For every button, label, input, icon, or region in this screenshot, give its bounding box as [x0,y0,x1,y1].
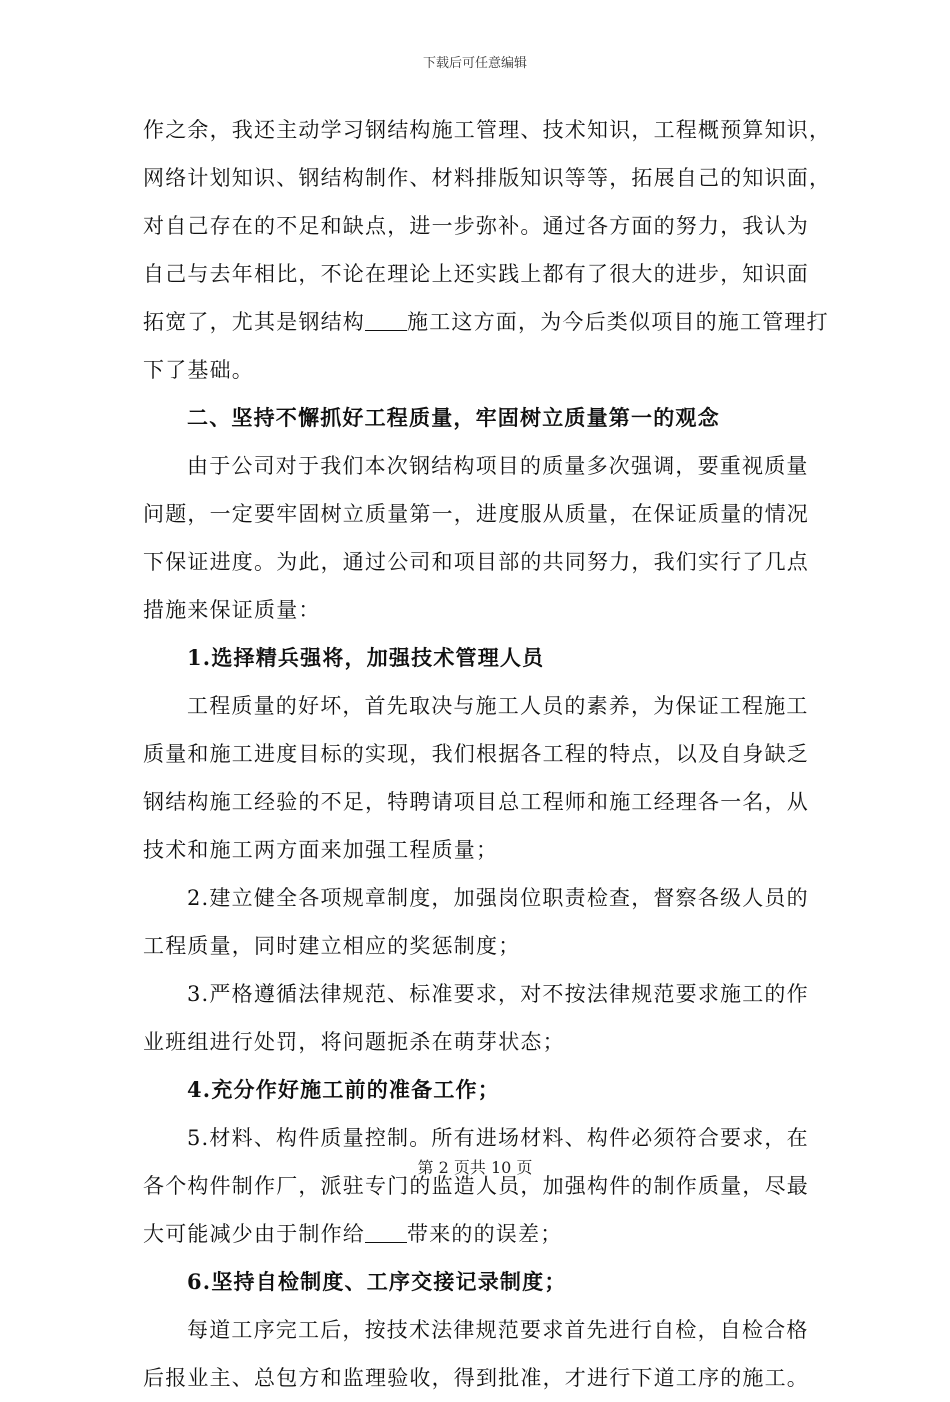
text-segment: 施工这方面，为今后类似项目的施工管理打 [407,310,829,334]
list-item: 2.建立健全各项规章制度，加强岗位职责检查，督察各级人员的 [187,886,809,910]
paragraph-line: 技术和施工两方面来加强工程质量； [143,838,499,862]
list-item: 5.材料、构件质量控制。所有进场材料、构件必须符合要求，在 [187,1126,809,1150]
list-item-continued [143,1210,808,1258]
paragraph-line: 每道工序完工后，按技术法律规范要求首先进行自检，自检合格 [187,1318,809,1342]
paragraph-line: 措施来保证质量： [143,598,321,622]
text-segment: 拓宽了，尤其是钢结构 [143,310,365,334]
section-heading: 二、坚持不懈抓好工程质量，牢固树立质量第一的观念 [187,405,720,430]
document-body [143,106,832,1402]
page-footer: 第 2 页共 10 页 [417,1158,533,1177]
paragraph-line: 质量和施工进度目标的实现，我们根据各工程的特点，以及自身缺乏 [143,742,809,766]
paragraph-line: 由于公司对于我们本次钢结构项目的质量多次强调，要重视质量 [187,454,809,478]
paragraph-line: 下保证进度。为此，通过公司和项目部的共同努力，我们实行了几点 [143,550,809,574]
paragraph-line: 工程质量的好坏，首先取决与施工人员的素养，为保证工程施工 [187,694,809,718]
blank-underline [365,1224,407,1243]
item-heading: 4.充分作好施工前的准备工作； [187,1077,500,1102]
item-heading: 1.选择精兵强将，加强技术管理人员 [187,645,545,670]
page-header: 下载后可任意编辑 [422,56,527,71]
list-item-continued: 业班组进行处罚，将问题扼杀在萌芽状态； [143,1030,565,1054]
paragraph-line: 作之余，我还主动学习钢结构施工管理、技术知识，工程概预算知识， [143,118,832,142]
text-segment: 带来的的误差； [407,1222,563,1246]
paragraph-line: 对自己存在的不足和缺点，进一步弥补。通过各方面的努力，我认为 [143,214,809,238]
list-item: 3.严格遵循法律规范、标准要求，对不按法律规范要求施工的作 [187,982,809,1006]
text-segment: 大可能减少由于制作给 [143,1222,365,1246]
list-item-continued: 工程质量，同时建立相应的奖惩制度； [143,934,521,958]
paragraph-line: 自己与去年相比，不论在理论上还实践上都有了很大的进步，知识面 [143,262,809,286]
paragraph-line: 钢结构施工经验的不足，特聘请项目总工程师和施工经理各一名，从 [143,790,809,814]
item-heading: 6.坚持自检制度、工序交接记录制度； [187,1269,567,1294]
paragraph-line: 后报业主、总包方和监理验收，得到批准，才进行下道工序的施工。 [143,1366,809,1390]
paragraph-line: 问题，一定要牢固树立质量第一，进度服从质量，在保证质量的情况 [143,502,809,526]
paragraph-line [143,298,829,346]
paragraph-line: 下了基础。 [143,358,254,382]
paragraph-line: 网络计划知识、钢结构制作、材料排版知识等等，拓展自己的知识面， [143,166,832,190]
list-item-continued: 各个构件制作厂，派驻专门的监造人员，加强构件的制作质量，尽最 [143,1174,809,1198]
blank-underline [365,312,407,331]
